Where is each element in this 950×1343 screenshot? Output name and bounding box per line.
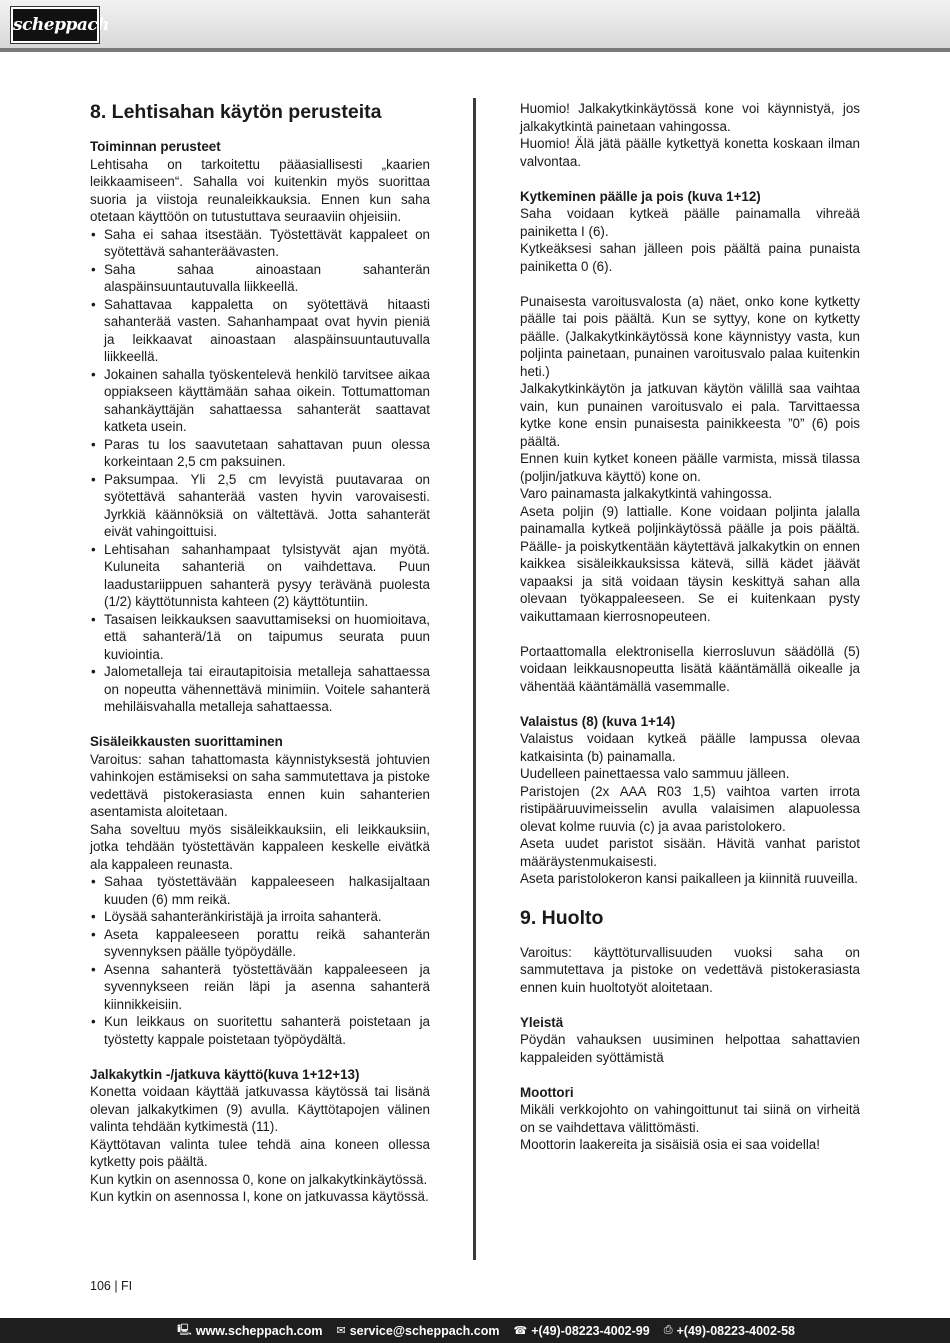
header-band bbox=[0, 0, 950, 52]
bullet-list-basics bbox=[90, 226, 430, 716]
paragraph: Punaisesta varoitusvalosta (a) näet, onko kone kytketty päälle tai pois päältä. Kun se syttyy, kone on kytketty päälle. (Jalkakytkinkäytössä kone käynnistyy vasta, kun poljinta painetaan, punainen varoitusvalo palaa kuitenkin heti.) bbox=[520, 293, 860, 379]
list-item: • Jalometalleja tai eirautapitoisia metalleja sahattaessa on nopeutta vähennettävä minimiin. Voitele sahanterä mehiläisvahalla metalleja sahattaessa. bbox=[90, 663, 430, 716]
paragraph: Aseta paristolokeron kansi paikalleen ja kiinnitä ruuveilla. bbox=[520, 871, 858, 886]
paragraph: Jalkakytkinkäytön ja jatkuvan käytön välillä saa vaihtaa vain, kun punainen varoitusvalo ei pala. Tarvittaessa kytke kone ensin punaisesta painikkeesta ”0” (6) pois päältä. bbox=[520, 381, 860, 449]
list-item: • Sahattavaa kappaletta on syötettävä hitaasti sahanterää vasten. Sahanhampaat ovat hyvin pieniä ja leikkaavat ainoastaan alaspäinsuuntautuvalla liikkeellä. bbox=[90, 296, 430, 366]
subheading-switching: Kytkeminen päälle ja pois (kuva 1+12) bbox=[520, 188, 761, 204]
list-item: • Paksumpaa. Yli 2,5 cm levyistä puutavaraa on syötettävä sahanterää vasten hyvin varovaisesti. Jyrkkiä käännöksiä on vältettävä. Jotta sahanterät eivät vahingoittuisi. bbox=[90, 471, 430, 541]
paragraph: Huomio! Älä jätä päälle kytkettyä konetta koskaan ilman valvontaa. bbox=[520, 136, 860, 169]
paragraph: Kun kytkin on asennossa 0, kone on jalkakytkinkäytössä. bbox=[90, 1171, 428, 1187]
list-item: • Saha ei sahaa itsestään. Työstettävät kappaleet on syötettävä sahanteräävasten. bbox=[90, 226, 430, 261]
list-item: • Löysää sahanteränkiristäjä ja irroita sahanterä. bbox=[90, 908, 430, 926]
list-item: • Asenna sahanterä työstettävään kappaleeseen ja syvennykseen reiän läpi ja asenna sahanterä kiinnikkeisiin. bbox=[90, 961, 430, 1014]
subheading-inner-cuts: Sisäleikkausten suorittaminen bbox=[90, 734, 283, 749]
list-item: • Tasaisen leikkauksen saavuttamiseksi on huomioitava, että sahanterä/1ä on taipumus seurata puun kuviointia. bbox=[90, 611, 430, 664]
list-item: • Jokainen sahalla työskentelevä henkilö tarvitsee aikaa oppiakseen käyttämään sahaa oikein. Tottumattoman sahankäyttäjän sahattaessa sahanterät saattavat katketa usein. bbox=[90, 366, 430, 436]
footer-fax bbox=[664, 1324, 795, 1338]
list-item: • Saha sahaa ainoastaan sahanterän alaspäinsuuntautuvalla liikkeellä. bbox=[90, 261, 430, 296]
bullet-list-inner-cuts bbox=[90, 873, 430, 1048]
subheading-motor: Moottori bbox=[520, 1084, 574, 1100]
paragraph: Kun kytkin on asennossa I, kone on jatkuvassa käytössä. bbox=[90, 1189, 429, 1204]
footer-web-text: www.scheppach.com bbox=[195, 1323, 323, 1338]
paragraph: Konetta voidaan käyttää jatkuvassa käytössä tai lisänä olevan jalkakytkimen (9) avulla. Käyttötapojen välinen valinta tehdään kytkimestä (11). bbox=[90, 1084, 430, 1134]
list-item: • Aseta kappaleeseen porattu reikä sahanterän syvennyksen päälle työpöydälle. bbox=[90, 926, 430, 961]
paragraph: Saha soveltuu myös sisäleikkauksiin, eli leikkauksiin, jotka tehdään työstettävän kappaleen keskelle eivätkä ala kappaleen reunasta. bbox=[90, 821, 430, 872]
list-item: • Sahaa työstettävään kappaleeseen halkasijaltaan kuuden (6) mm reikä. bbox=[90, 873, 430, 908]
paragraph: Uudelleen painettaessa valo sammuu jälleen. bbox=[520, 766, 790, 781]
list-item: • Kun leikkaus on suoritettu sahanterä poistetaan ja työstetty kappale poistetaan työpöydältä. bbox=[90, 1013, 430, 1048]
paragraph: Huomio! Jalkakytkinkäytössä kone voi käynnistyä, jos jalkakytkintä painetaan vahingossa. bbox=[520, 101, 860, 134]
footer-email[interactable] bbox=[337, 1324, 500, 1338]
paragraph: Ennen kuin kytket koneen päälle varmista, missä tilassa (poljin/jatkuva käyttö) kone on. bbox=[520, 451, 860, 484]
paragraph: Valaistus voidaan kytkeä päälle lampussa olevaa katkaisinta (b) painamalla. bbox=[520, 731, 860, 764]
paragraph: Varo painamasta jalkakytkintä vahingossa. bbox=[520, 486, 773, 501]
computer-icon: 🖳 bbox=[177, 1324, 192, 1336]
footer-web[interactable] bbox=[177, 1321, 322, 1340]
footer-email-text: service@scheppach.com bbox=[349, 1323, 500, 1338]
brand-logo: scheppach bbox=[11, 7, 99, 43]
footer-bar bbox=[0, 1318, 950, 1343]
paragraph: Varoitus: sahan tahattomasta käynnistyksestä johtuvien vahinkojen estämiseksi on saha sammutettava ja pistoke vedettävä pistokerasiasta ennen kuin sahanterien asentamista aloitetaan. bbox=[90, 751, 430, 819]
subheading-basics: Toiminnan perusteet bbox=[90, 139, 221, 154]
page-number: 106 | FI bbox=[90, 1279, 133, 1293]
subheading-lighting: Valaistus (8) (kuva 1+14) bbox=[520, 713, 676, 729]
column-divider bbox=[473, 98, 476, 1260]
paragraph: Lehtisaha on tarkoitettu pääasiallisesti „kaarien leikkaamiseen“. Sahalla voi kuitenkin myös suorittaa suoria ja viistoja reunaleikkauksia. Ennen kun saha otetaan käyttöön on tutustuttava seuraaviin ohjeisiin. bbox=[90, 156, 430, 224]
phone-icon: ☎ bbox=[513, 1325, 528, 1337]
paragraph: Käyttötavan valinta tulee tehdä aina koneen ollessa kytketty pois päältä. bbox=[90, 1136, 430, 1169]
footer-fax-text: +(49)-08223-4002-58 bbox=[676, 1323, 795, 1338]
footer-phone bbox=[513, 1324, 649, 1338]
left-column bbox=[90, 100, 430, 1206]
paragraph: Moottorin laakereita ja sisäisiä osia ei saa voidella! bbox=[520, 1137, 820, 1152]
subheading-general: Yleistä bbox=[520, 1014, 564, 1030]
paragraph: Paristojen (2x AAA R03 1,5) vaihtoa varten irrota ristipääruuvimeisselin avulla valaisimen alapuolessa olevat kolme ruuvia (c) ja avaa paristolokero. bbox=[520, 783, 860, 834]
fax-icon: ⎙ bbox=[663, 1324, 673, 1336]
paragraph: Varoitus: käyttöturvallisuuden vuoksi saha on sammutettava ja pistoke on vedettävä pistokerasiasta ennen kuin huoltotyöt aloitetaan. bbox=[520, 944, 860, 995]
paragraph: Kytkeäksesi sahan jälleen pois päältä paina punaista painiketta 0 (6). bbox=[520, 241, 860, 274]
list-item: • Lehtisahan sahanhampaat tylsistyvät ajan myötä. Kuluneita sahanteriä on vaihdettava. Puun laadustariippuen sahanterä pysyy terävänä puolesta (1/2) käyttötunnista kahteen (2) käyttötuntiin. bbox=[90, 541, 430, 611]
paragraph: Saha voidaan kytkeä päälle painamalla vihreää painiketta I (6). bbox=[520, 206, 860, 239]
mail-icon: ✉ bbox=[336, 1325, 346, 1337]
subheading-foot-switch: Jalkakytkin -/jatkuva käyttö(kuva 1+12+13) bbox=[90, 1066, 360, 1082]
paragraph: Mikäli verkkojohto on vahingoittunut tai siinä on virheitä on se vaihdettava välittömästi. bbox=[520, 1102, 860, 1135]
paragraph: Portaattomalla elektronisella kierrosluvun säädöllä (5) voidaan leikkausnopeutta lisätä kääntämällä oikealle ja vähentää kääntämällä vasemmalle. bbox=[520, 643, 860, 694]
footer-phone-text: +(49)-08223-4002-99 bbox=[531, 1323, 650, 1338]
paragraph: Aseta poljin (9) lattialle. Kone voidaan poljinta jalalla painamalla kytkeä poljinkäytössä päälle ja pois päältä. Päälle- ja poiskytkentään käytettävä jalkakytkin on ennen kaikkea sisäleikkauksissa kätevä, sillä kädet jäävät vapaaksi ja sitä voidaan täysin keskittyä sahan alla olevaan työkappaleeseen. Se ei kuitenkaan pysty vaikuttamaan kierrosnopeuteen. bbox=[520, 503, 860, 624]
paragraph: Pöydän vahauksen uusiminen helpottaa sahattavien kappaleiden syöttämistä bbox=[520, 1032, 860, 1065]
section-heading-9: 9. Huolto bbox=[520, 906, 604, 929]
section-heading-8: 8. Lehtisahan käytön perusteita bbox=[90, 101, 382, 123]
paragraph: Aseta uudet paristot sisään. Hävitä vanhat paristot määräystenmukaisesti. bbox=[520, 836, 860, 869]
list-item: • Paras tu los saavutetaan sahattavan puun olessa korkeintaan 2,5 cm paksuinen. bbox=[90, 436, 430, 471]
right-column bbox=[520, 100, 860, 1154]
